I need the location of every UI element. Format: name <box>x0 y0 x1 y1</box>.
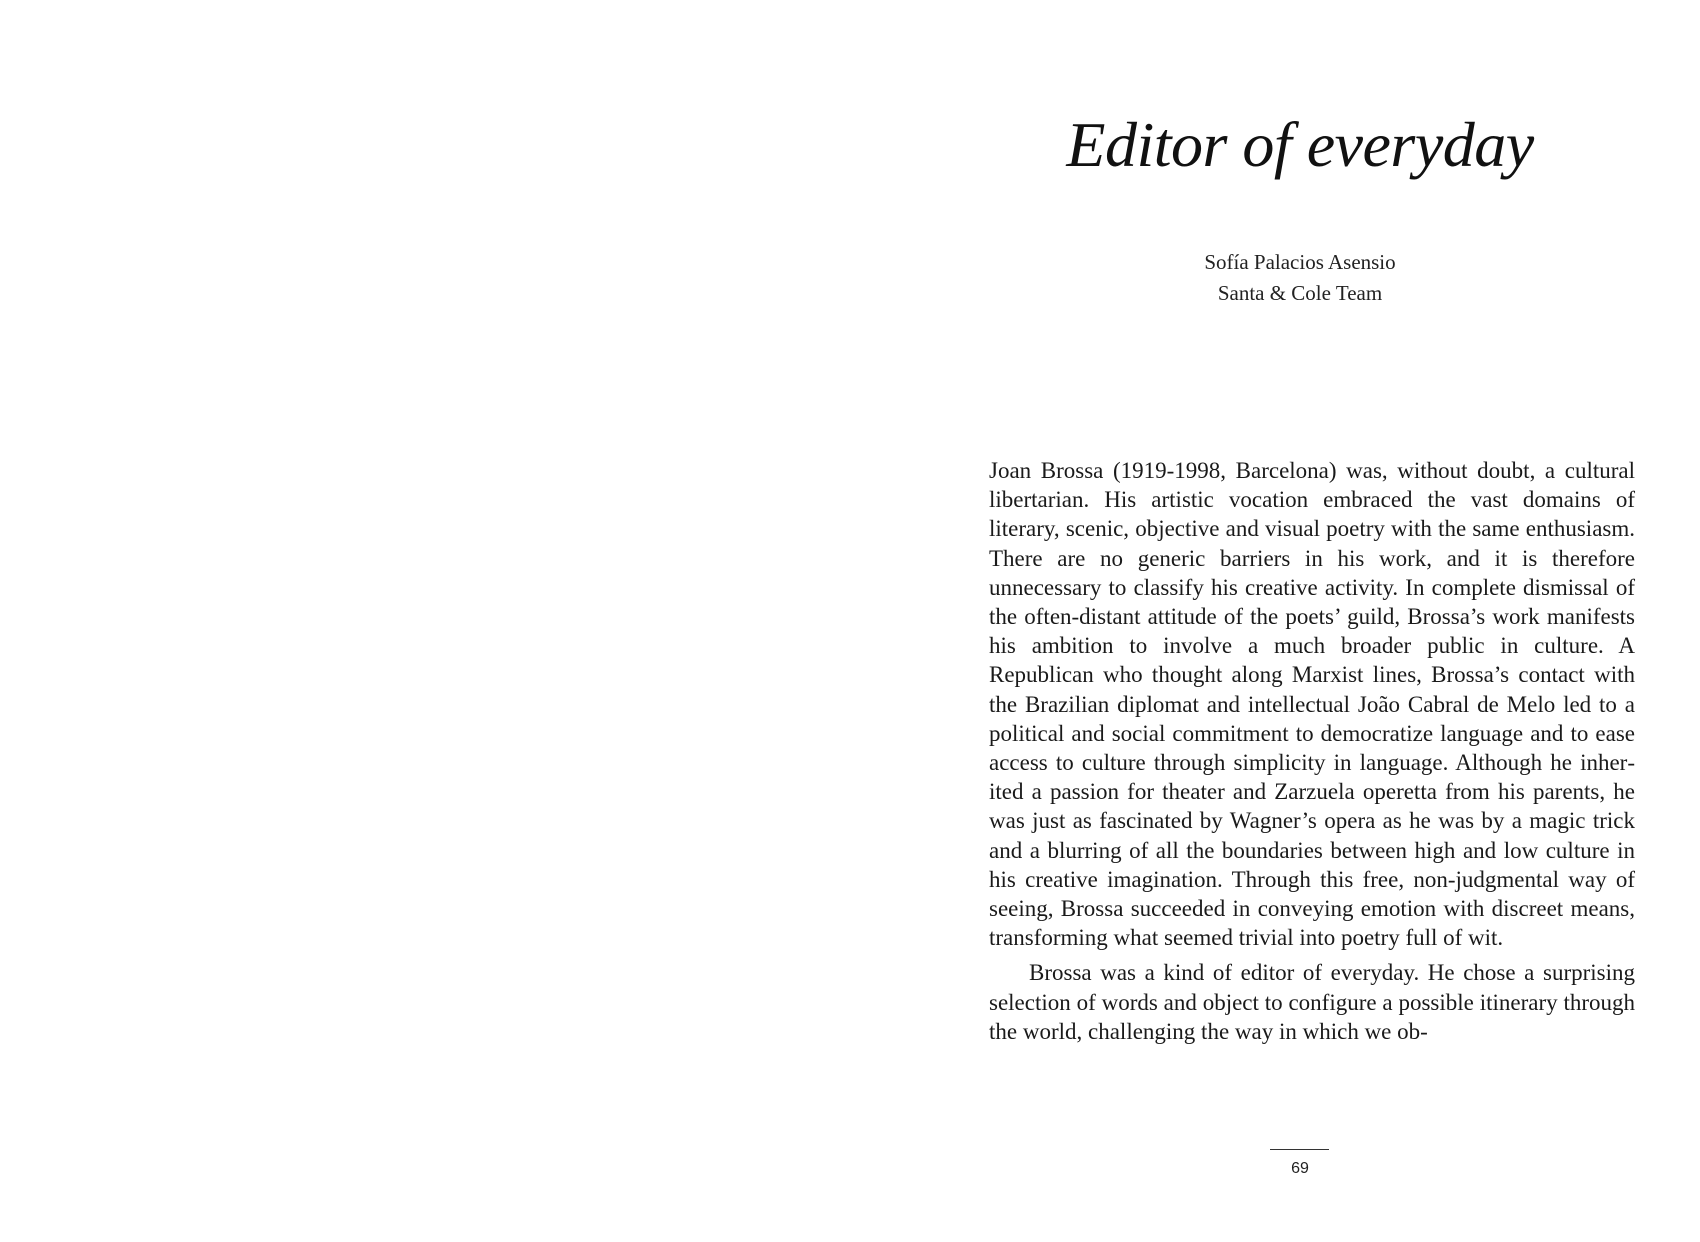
chapter-title: Editor of everyday <box>1066 109 1534 180</box>
author-affiliation: Santa & Cole Team <box>1217 281 1383 305</box>
right-page <box>850 0 1700 1242</box>
paragraph-1: Joan Brossa (1919-1998, Barcelona) was, without doubt, a cultural libertarian. His artistic vocation embraced the vast domains of literary, scenic, objective and visual poetry with the same enthusiasm. There are no generic barriers in his work, and it is therefore unnecessary to classify his creative activity. In complete dismissal of the often-distant attitude of the poets’ guild, Brossa’s work manifests his ambition to involve a much broader public in culture. A Republican who thought along Marxist lines, Brossa’s contact with the Brazilian diplomat and intellectual João Cabral de Melo led to a political and social commitment to democratize language and to ease access to culture through simplicity in language. Although he inherited a passion for theater and Zarzuela operetta from his parents, he was just as fascinated by Wagner’s opera as he was by a magic trick and a blurring of all the boundaries between high and low culture in his creative imagination. Through this free, non-judgmental way of seeing, Brossa succeeded in conveying emotion with discreet means, transforming what seemed trivial into poetry full of wit. <box>989 458 1635 951</box>
byline <box>1000 247 1600 309</box>
body-text <box>989 456 1635 1046</box>
page-number: 69 <box>1291 1160 1309 1177</box>
folio-rule <box>1270 1149 1329 1150</box>
author-name: Sofía Palacios Asensio <box>1204 250 1396 274</box>
paragraph-2: Brossa was a kind of editor of everyday. He chose a surprising selection of words and object to configure a possible itinerary through the world, challenging the way in which we ob- <box>989 960 1635 1044</box>
